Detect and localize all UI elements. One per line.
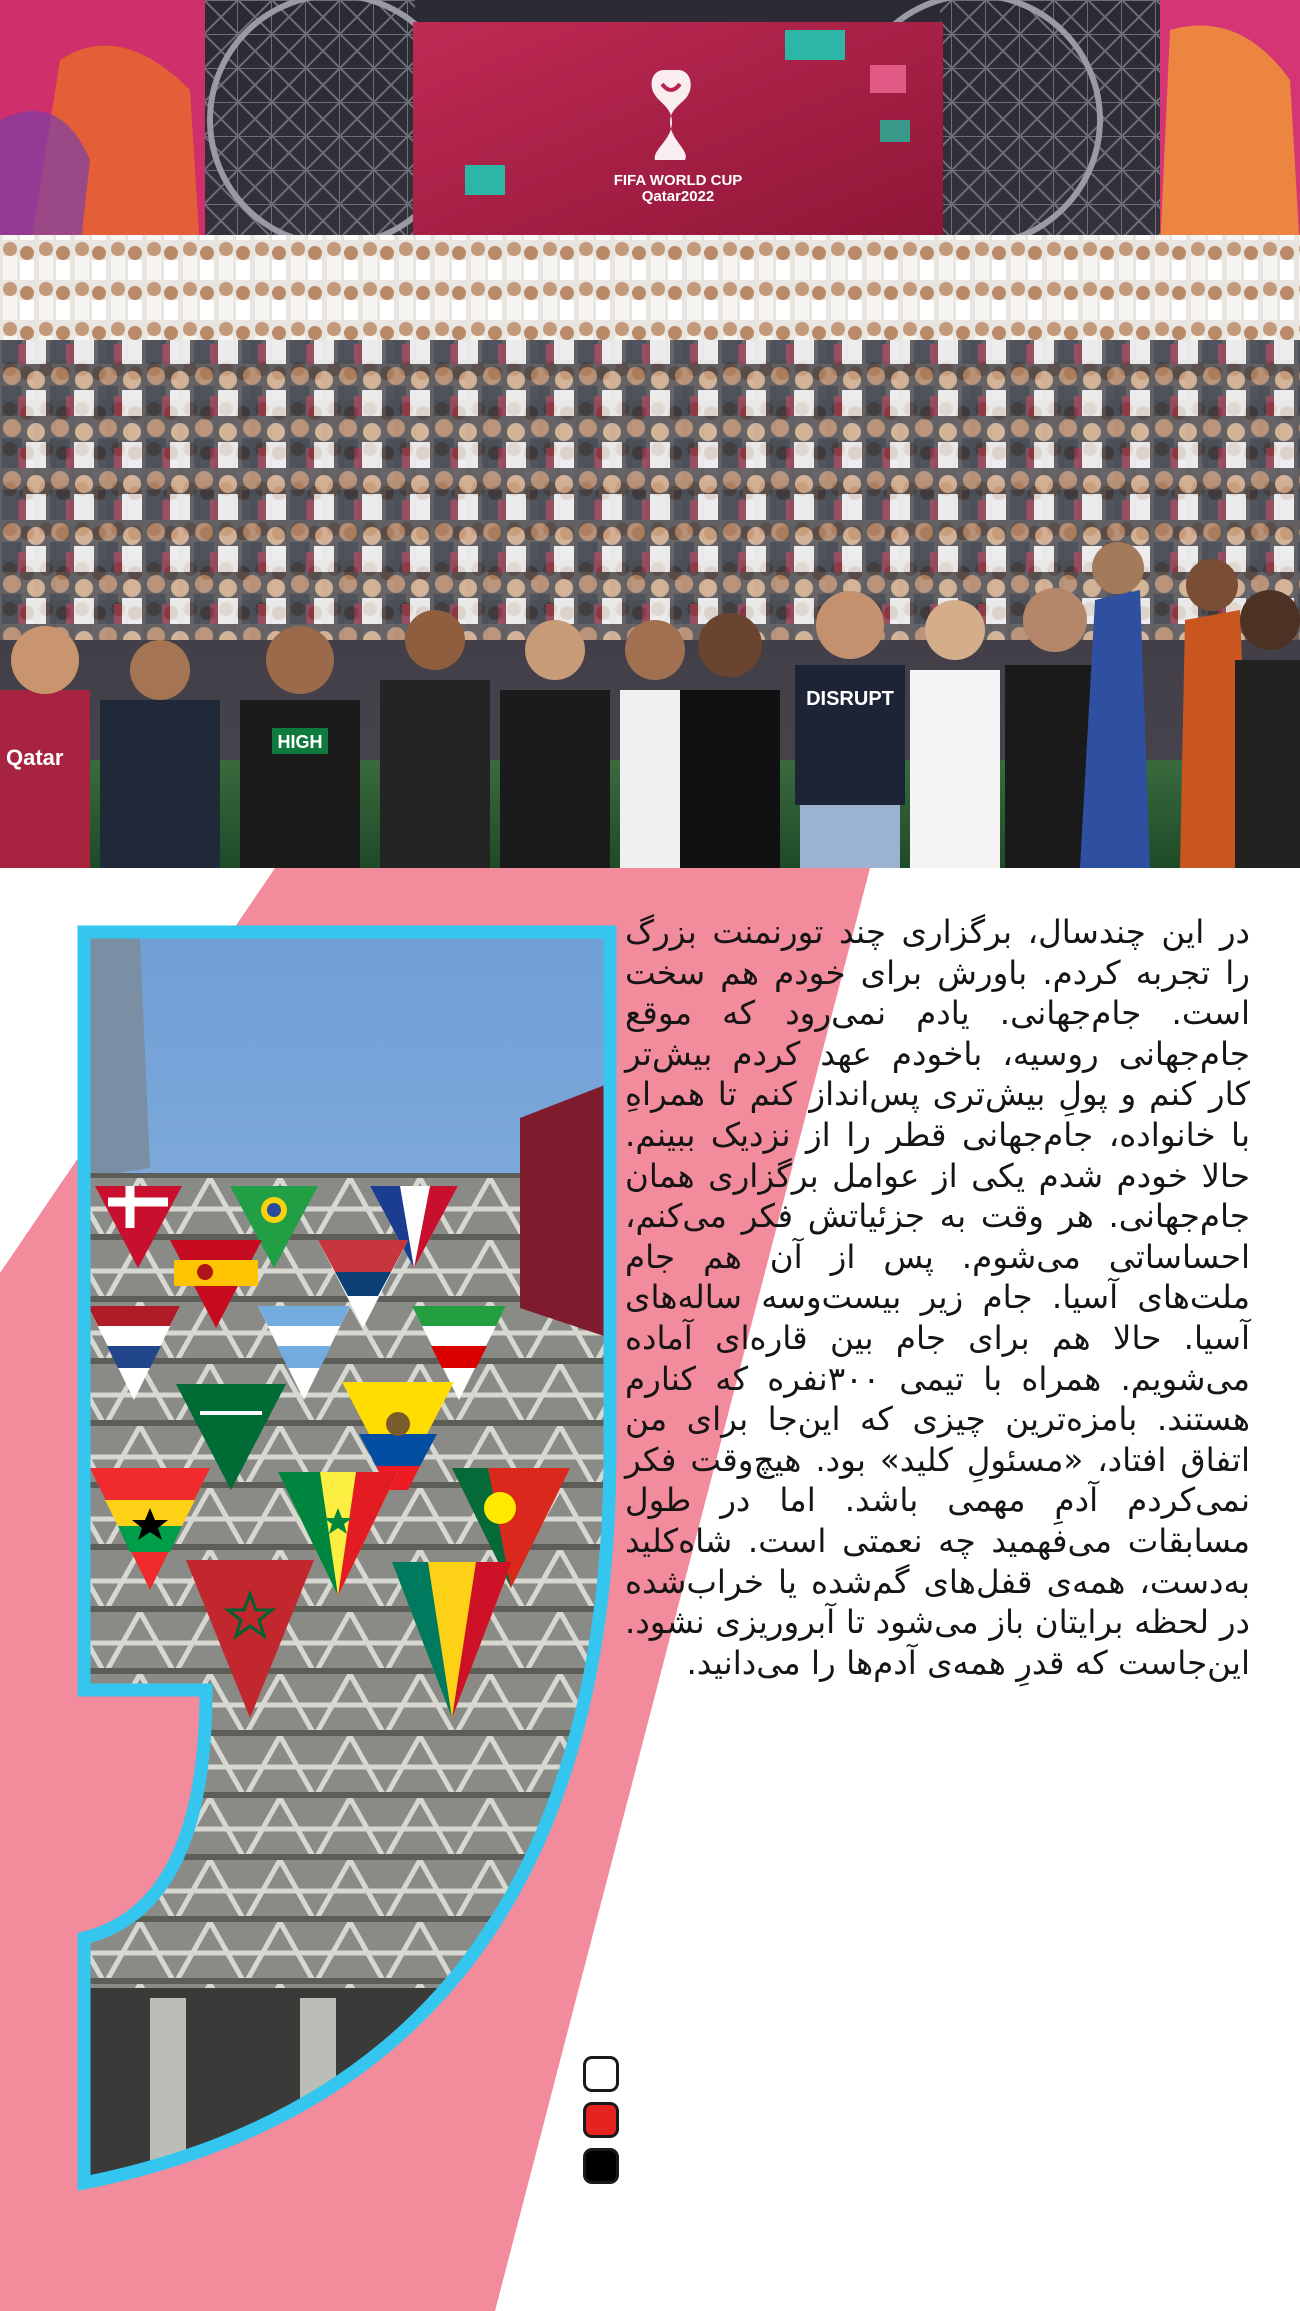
article-body: در این چندسال، برگزاری چند تورنمنت بزرگ را تجربه کردم. باورش برای خودم هم سخت است. جام‌جهانی. یادم نمی‌رود که موقع جام‌جهانی روسیه، باخودم عهد کردم بیش‌تر کار کنم و پولِ بیش‌تری پس‌انداز کنم تا همراهِ با خانواده، جام‌جهانی قطر را از نزدیک ببینم. حالا خودم شدم یکی از عوامل برگزاری همان جام‌جهانی. هر وقت به جزئیاتش فکر می‌کنم، احساساتی می‌شوم. پس از آن هم جام ملت‌های آسیا. جام زیر بیست‌وسه ساله‌های آسیا. حالا هم برای جام بین قاره‌ای آماده می‌شویم. همراه با تیمی ۳۰۰نفره که کنارم هستند. بامزه‌ترین چیزی که این‌جا برای من اتفاق افتاد، «مسئولِ کلید» بود. هیچ‌وقت فکر نمی‌کردم آدمِ مهمی باشد. اما در طول مسابقات می‌فهمید چه نعمتی است. شاه‌کلید به‌دست، همه‌ی قفل‌های گم‌شده یا خراب‌شده در لحظه برایتان باز می‌شود تا آبروریزی نشود. این‌جاست که قدرِ همه‌ی آدم‌ها را می‌دانید. (625, 913, 1250, 1682)
qatar-shirt-text: Qatar (6, 745, 64, 770)
banner-logo-line2: Qatar2022 (641, 188, 715, 205)
swatch-red (583, 2102, 619, 2138)
swatch-white (583, 2056, 619, 2092)
high-shirt-text: HIGH (277, 732, 323, 752)
color-swatches (583, 2056, 625, 2194)
article-section (0, 868, 1300, 2311)
banner-logo-line1: FIFA WORLD CUP (613, 172, 743, 189)
crowd-photo-illustration (0, 0, 1300, 868)
swatch-black (583, 2148, 619, 2184)
top-event-photo (0, 0, 1300, 868)
disrupt-shirt-text: DISRUPT (806, 688, 894, 710)
